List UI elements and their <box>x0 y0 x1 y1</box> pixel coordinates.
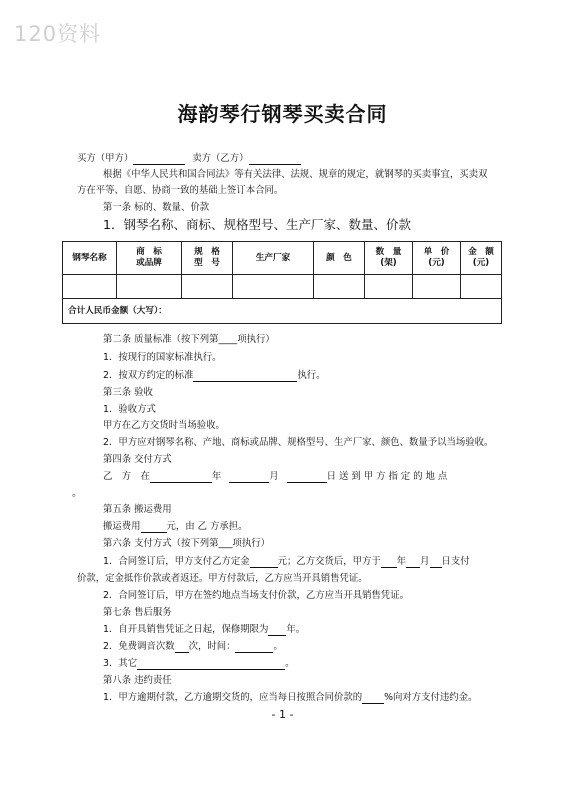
article-1-heading: 第一条 标的、数量、价款 <box>103 202 210 213</box>
watermark: 120资料 <box>14 22 102 46</box>
article-5-heading: 第五条 搬运费用 <box>103 504 172 515</box>
contract-title: 海韵琴行钢琴买卖合同 <box>177 102 388 126</box>
page-number: - 1 - <box>271 708 294 721</box>
article-3-item-2: 2．甲方应对钢琴名称、产地、商标或品牌、规格型号、生产厂家、颜色、数量予以当场验收。 <box>103 437 494 448</box>
article-6-item-1-cont: 价款，定金抵作价款或者返还。甲方付款后，乙方应当开具销售凭证。 <box>77 573 368 584</box>
article-6-item-1: 1．合同签订后，甲方支付乙方定金 元；乙方交货后，甲方于 年 月 日支付 <box>103 556 470 567</box>
article-7-heading: 第七条 售后服务 <box>103 607 172 618</box>
article-2-item-2: 2．按双方约定的标准 执行。 <box>103 370 326 381</box>
intro-line-1: 根据《中华人民共和国合同法》等有关法律、法规、规章的规定，就钢琴的买卖事宜，买卖双 <box>103 169 488 180</box>
header-unit-price: 单 价 (元) <box>413 242 461 275</box>
header-quantity: 数 量 (架) <box>365 242 413 275</box>
article-4-heading: 第四条 交付方式 <box>103 454 172 465</box>
article-3-heading: 第三条 验收 <box>103 387 153 398</box>
article-7-item-3: 3．其它 。 <box>103 658 295 669</box>
header-manufacturer: 生产厂家 <box>233 242 314 275</box>
article-8-item-1: 1．甲方逾期付款，乙方逾期交货的，应当每日按照合同价款的 %向对方支付违约金。 <box>103 692 478 703</box>
article-4-text: 乙 方 在 年 月 日 送 到 甲 方 指 定 的 地 点 <box>103 471 448 482</box>
article-7-item-2: 2．免费调音次数 次，时间： 。 <box>103 641 283 652</box>
article-6-item-2: 2．合同签订后，甲方在签约地点当场支付价款，乙方应当开具销售凭证。 <box>103 590 409 601</box>
article-1-subheading: 1．钢琴名称、商标、规格型号、生产厂家、数量、价款 <box>103 217 411 232</box>
article-4-end: 。 <box>72 488 82 499</box>
article-7-item-1: 1．自开具销售凭证之日起，保修期限为 年。 <box>103 624 306 635</box>
article-6-heading: 第六条 支付方式（按下列第___项执行） <box>103 538 271 549</box>
table-row <box>63 275 502 299</box>
seller-label: 卖方（乙方） <box>192 153 249 164</box>
goods-table <box>62 241 502 324</box>
table-total-row <box>63 299 502 324</box>
total-label: 合计人民币金额（大写）： <box>63 299 502 324</box>
buyer-blank <box>133 154 185 165</box>
table-header-row <box>63 242 502 275</box>
intro-line-2: 方在平等、自愿、协商一致的基础上签订本合同。 <box>77 185 284 196</box>
seller-blank <box>249 154 301 165</box>
header-model: 规 格 型 号 <box>182 242 233 275</box>
buyer-label: 买方（甲方） <box>77 153 134 164</box>
header-brand: 商 标 或品牌 <box>117 242 182 275</box>
article-5-text: 搬运费用 元，由 乙 方承担。 <box>103 521 248 532</box>
article-8-heading: 第八条 违约责任 <box>103 675 172 686</box>
parties-line <box>77 153 301 165</box>
article-2-heading: 第二条 质量标准（按下列第____项执行） <box>103 334 275 345</box>
article-3-item-1-text: 甲方在乙方交货时当场验收。 <box>103 420 225 431</box>
article-2-item-1: 1．按现行的国家标准执行。 <box>103 352 222 363</box>
header-color: 颜 色 <box>314 242 365 275</box>
article-3-item-1: 1．验收方式 <box>103 404 156 415</box>
header-piano-name: 钢琴名称 <box>63 242 117 275</box>
header-amount: 金 额 (元) <box>461 242 502 275</box>
